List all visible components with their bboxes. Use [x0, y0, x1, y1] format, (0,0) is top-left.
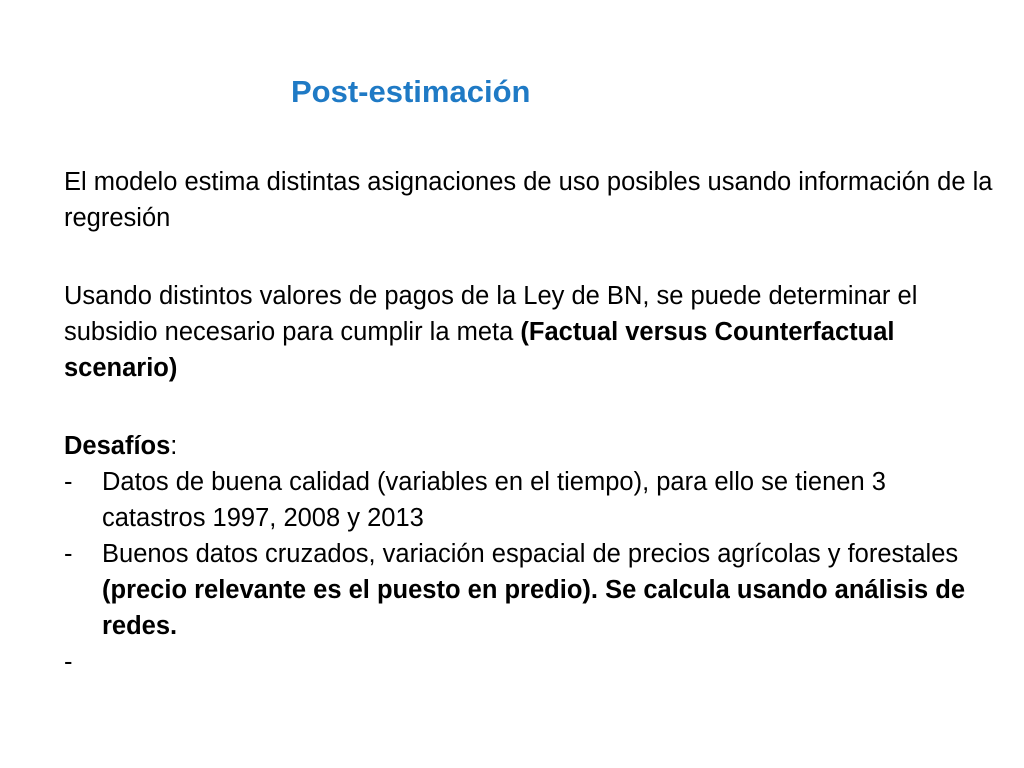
- challenge-item: [64, 644, 994, 680]
- paragraph-payment-values-text: Usando distintos valores de pagos de la Ley de BN, se puede determinar el subsidio necesario para cumplir la meta: [64, 282, 918, 346]
- paragraph-model-estimates: El modelo estima distintas asignaciones de uso posibles usando información de la regresión: [64, 168, 993, 232]
- bullet-dash: -: [64, 540, 73, 568]
- paragraph-payment-values: [64, 278, 994, 386]
- slide-title: Post-estimación: [291, 74, 531, 109]
- bullet-dash: -: [64, 648, 73, 676]
- challenges-heading: Desafíos: [64, 432, 171, 460]
- challenges-heading-colon: :: [170, 432, 178, 460]
- challenge-item-text: [102, 464, 994, 536]
- challenge-item-plain: Buenos datos cruzados, variación espacial de precios agrícolas y forestales: [102, 540, 959, 568]
- challenge-item-text: [102, 644, 994, 680]
- bullet-dash: -: [64, 468, 73, 496]
- paragraph-payment-values-bold: (Factual versus Counterfactual scenario): [64, 318, 895, 382]
- challenge-item-plain: Datos de buena calidad (variables en el tiempo), para ello se tienen 3 catastros 1997, 2008 y 2013: [102, 468, 886, 532]
- challenge-item: [64, 536, 994, 644]
- challenge-item-bold: (precio relevante es el puesto en predio). Se calcula usando análisis de redes.: [102, 576, 966, 640]
- paragraph-gap: [64, 236, 994, 278]
- slide-body: [64, 164, 994, 680]
- challenge-item: [64, 464, 994, 536]
- paragraph-gap: [64, 386, 994, 428]
- challenge-item-text: [102, 536, 994, 644]
- challenges-heading-line: [64, 428, 994, 464]
